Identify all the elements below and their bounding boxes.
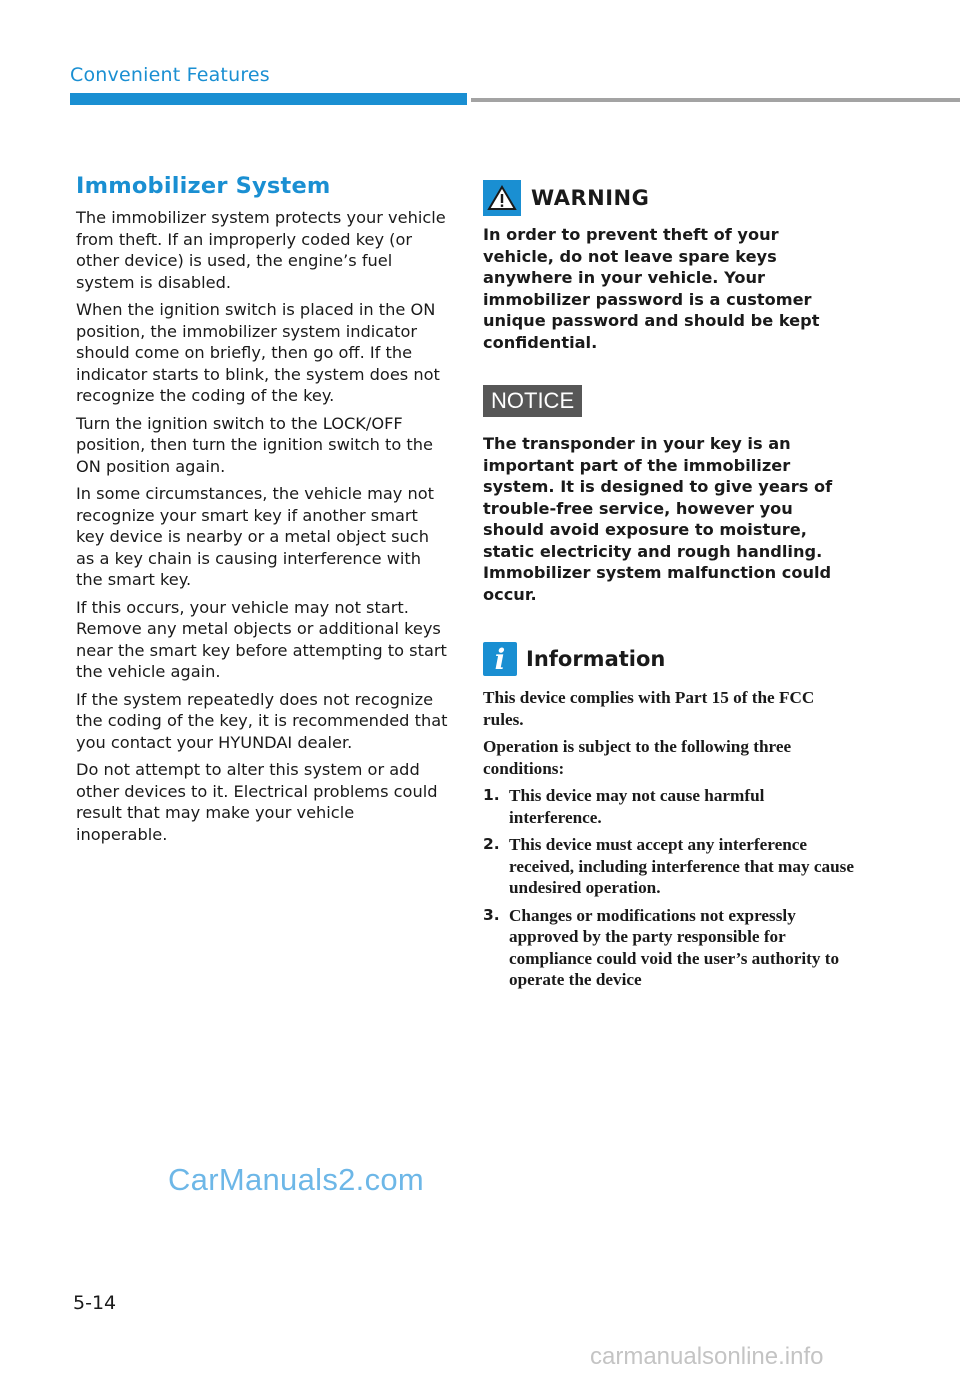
- info-icon: i: [483, 642, 517, 676]
- body-paragraph: The immobilizer system protects your vehicle from theft. If an improperly coded key (or other device) is used, the engine’s fuel system is disabled.: [76, 208, 446, 292]
- warning-title: WARNING: [531, 186, 650, 210]
- information-header: [483, 641, 855, 677]
- list-number: 2.: [483, 835, 500, 853]
- immobilizer-heading: Immobilizer System: [76, 173, 331, 199]
- list-text: This device must accept any interference received, including interference that may cause undesired operation.: [509, 835, 854, 897]
- information-title: Information: [526, 647, 666, 671]
- body-paragraph: When the ignition switch is placed in the ON position, the immobilizer system indicator should come on briefly, then go off. If the indicator starts to blink, the system does not recognize the coding of the key.: [76, 300, 440, 405]
- watermark-logo: CarManuals2.com: [168, 1162, 425, 1197]
- right-column: [483, 180, 855, 997]
- left-column: [76, 173, 448, 851]
- list-item: [483, 785, 855, 828]
- info-paragraph: This device complies with Part 15 of the FCC rules.: [483, 688, 815, 729]
- section-title: Convenient Features: [70, 64, 270, 86]
- list-text: This device may not cause harmful interference.: [509, 786, 765, 827]
- list-item: [483, 834, 855, 899]
- list-item: [483, 905, 855, 991]
- header-rule-blue: [70, 93, 467, 105]
- list-text: Changes or modifications not expressly approved by the party responsible for compliance could void the user’s authority to operate the device: [509, 905, 840, 989]
- notice-text: The transponder in your key is an important part of the immobilizer system. It is designed to give years of trouble-free service, however you should avoid exposure to moisture, static electricity and rough handling. Immobilizer system malfunction could occur.: [483, 434, 833, 604]
- notice-badge: NOTICE: [483, 385, 582, 417]
- body-paragraph: Turn the ignition switch to the LOCK/OFF position, then turn the ignition switch to the ON position again.: [76, 413, 433, 476]
- watermark-footer: carmanualsonline.info: [590, 1343, 824, 1370]
- body-paragraph: Do not attempt to alter this system or add other devices to it. Electrical problems could result that may make your vehicle inoperable.: [76, 760, 438, 844]
- list-number: 3.: [483, 905, 500, 924]
- info-paragraph: Operation is subject to the following three conditions:: [483, 737, 792, 778]
- body-paragraph: If the system repeatedly does not recognize the coding of the key, it is recommended that you contact your HYUNDAI dealer.: [76, 689, 448, 752]
- warning-text: In order to prevent theft of your vehicle, do not leave spare keys anywhere in your vehicle. Your immobilizer password is a customer unique password and should be kept confidential.: [483, 225, 820, 352]
- list-number: 1.: [483, 786, 500, 804]
- body-paragraph: In some circumstances, the vehicle may not recognize your smart key if another smart key device is nearby or a metal object such as a key chain is causing interference with the smart key.: [76, 484, 434, 589]
- body-paragraph: If this occurs, your vehicle may not start. Remove any metal objects or additional keys near the smart key before attempting to start the vehicle again.: [76, 597, 447, 681]
- page-number: 5-14: [73, 1292, 117, 1314]
- header-rule-gray: [471, 98, 960, 102]
- warning-header: [483, 180, 855, 216]
- warning-triangle-icon: [483, 180, 521, 216]
